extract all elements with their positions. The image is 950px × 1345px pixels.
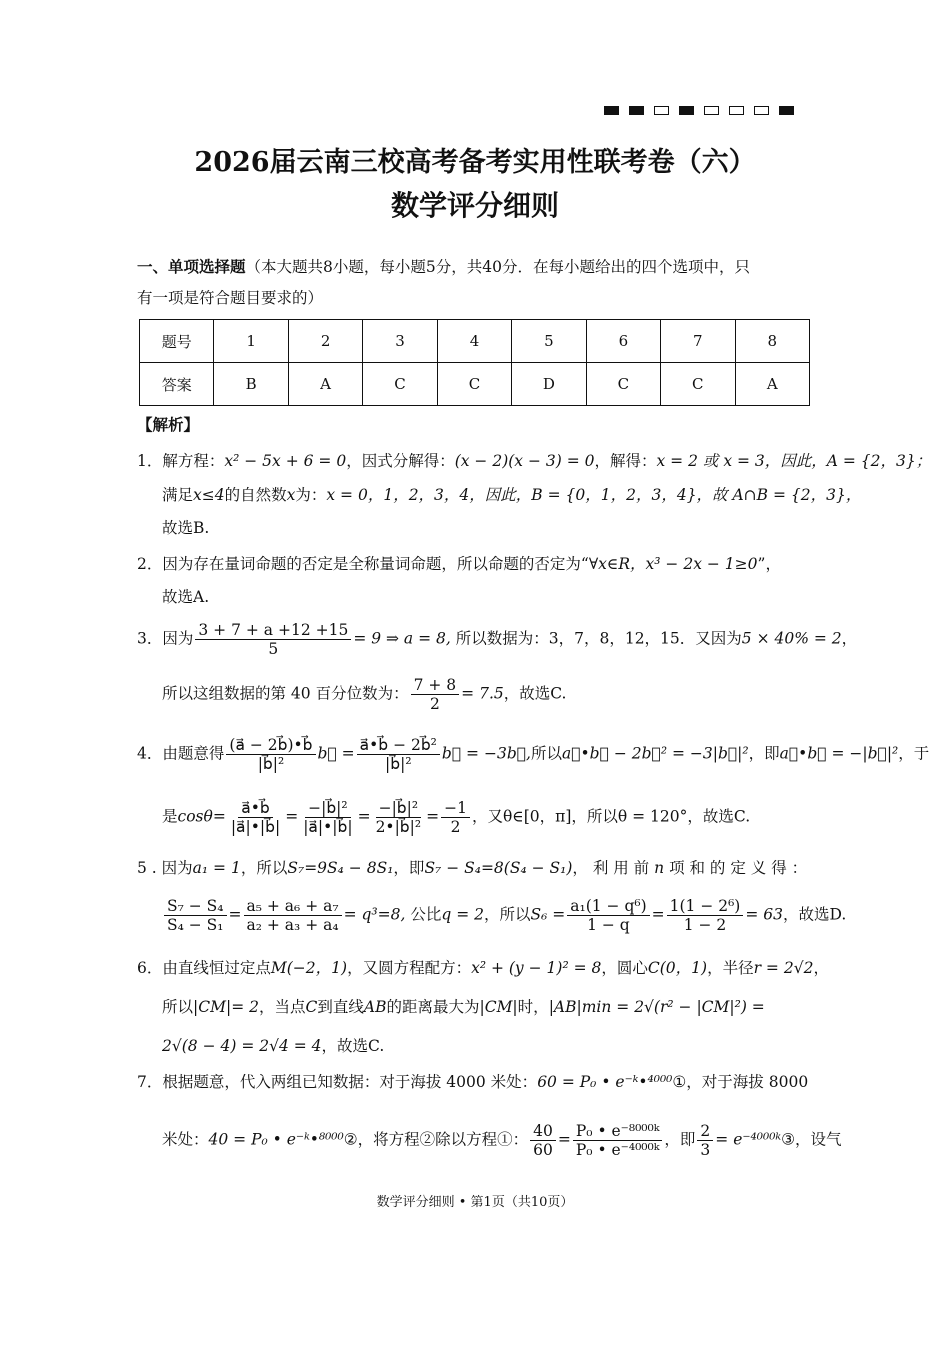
math: a₁ = 1 <box>192 859 241 877</box>
denominator: |a⃗|•|b⃗| <box>303 818 353 836</box>
solution-6-line2 <box>162 997 765 1017</box>
text: ， <box>841 629 858 648</box>
denominator: a₂ + a₃ + a₄ <box>246 916 339 934</box>
fraction <box>300 799 355 836</box>
math: x² + (y − 1)² = 8 <box>471 959 602 977</box>
text: ，又θ∈[0，π]，所以θ = 120°，故选C. <box>471 807 751 826</box>
text: ，于 <box>898 744 930 763</box>
math: C(0，1) <box>647 959 708 977</box>
text: 因为存在量词命题的否定是全称量词命题，所以命题的否定为“ <box>162 555 589 573</box>
numerator: a₁(1 − q⁶) <box>567 897 649 916</box>
math: x≤4 <box>193 486 225 504</box>
numerator: a⃗•b⃗ − 2b⃗² <box>357 736 440 755</box>
math: M(−2，1) <box>270 959 348 977</box>
text: ，圆心 <box>601 959 648 977</box>
text: ，当点 <box>258 998 306 1016</box>
table-row <box>140 363 810 406</box>
text: ，因式分解得： <box>346 452 455 470</box>
table-cell: 7 <box>661 320 735 363</box>
numerator: (a⃗ − 2b⃗)•b⃗ <box>226 736 315 755</box>
solution-6-line1 <box>137 958 829 978</box>
text: 由直线恒过定点 <box>162 959 271 977</box>
numerator: 7 + 8 <box>411 676 460 695</box>
text: 为： <box>295 486 327 504</box>
solution-number: 2． <box>137 555 163 573</box>
marker-square <box>654 106 669 115</box>
denominator: 2•|b⃗|² <box>375 818 422 836</box>
denominator: |a⃗|•|b⃗| <box>230 818 281 836</box>
denominator: |b⃗|² <box>385 755 412 773</box>
document-subtitle: 数学评分细则 <box>390 189 559 222</box>
denominator: P₀ • e⁻⁴⁰⁰⁰ᵏ <box>575 1141 660 1159</box>
marker-square <box>704 106 719 115</box>
math: |CM|= 2 <box>193 998 259 1016</box>
math: a⃗•b⃗ − 2b⃗² = −3|b⃗|² <box>562 744 749 763</box>
table-cell: 1 <box>214 320 288 363</box>
denominator: 2 <box>450 818 461 836</box>
solution-6-line3 <box>162 1036 384 1056</box>
table-cell: A <box>288 363 362 406</box>
text: 到直线 <box>317 998 364 1016</box>
fraction <box>697 1122 713 1159</box>
text: 因为 <box>162 629 194 648</box>
fraction <box>411 676 460 713</box>
text: ③，设气 <box>781 1130 842 1149</box>
table-cell: 5 <box>512 320 586 363</box>
numerator: −1 <box>441 799 470 818</box>
text: ②，将方程②除以方程①： <box>343 1130 529 1149</box>
math: = e⁻⁴⁰⁰⁰ᵏ <box>715 1130 782 1149</box>
marker-square <box>779 106 794 115</box>
fraction <box>373 799 425 836</box>
numerator: P₀ • e⁻⁸⁰⁰⁰ᵏ <box>573 1122 663 1141</box>
section-heading: 一、单项选择题 <box>137 257 246 276</box>
table-cell: 3 <box>363 320 437 363</box>
math: 2√(8 − 4) = 2√4 = 4 <box>162 1037 322 1055</box>
denominator: 5 <box>268 640 279 658</box>
math: = 9 ⇒ a = 8, <box>353 629 451 648</box>
numerator: a⃗•b⃗ <box>238 799 272 818</box>
table-cell: C <box>661 363 735 406</box>
solution-2-line2: 故选A. <box>162 588 210 606</box>
section-description: （本大题共8小题，每小题5分，共40分．在每小题给出的四个选项中，只 <box>245 258 750 276</box>
numerator: S₇ − S₄ <box>164 897 227 916</box>
page-marker-strip <box>604 106 794 115</box>
text: ，故选C. <box>503 684 567 703</box>
text: 因为 <box>161 859 193 877</box>
solution-1-line3: 故选B. <box>162 519 210 537</box>
text: 由题意得 <box>162 744 225 763</box>
text: 的距离最大为 <box>386 998 480 1016</box>
solution-4-line2: 是cosθ= $\frac{a⃗•b⃗}{|a⃗|•|b⃗|}$ = $\frac{\text{−|b⃗|²}}{|a⃗|•|b⃗|}$ = $\frac{\text{−|b⃗|²}}{\text{2•|b⃗|²}}$ = $\frac{-1}{2}$ ，又θ∈[0，π]，所以θ = 120°，故选C. <box>162 799 751 836</box>
row-header: 题号 <box>140 320 214 363</box>
fraction <box>567 897 649 934</box>
solution-7-line1 <box>137 1072 808 1092</box>
text: ，即 <box>664 1130 696 1149</box>
text: ，半径 <box>707 959 754 977</box>
math: C <box>305 998 318 1016</box>
solution-number: 3． <box>137 629 163 648</box>
table-cell: C <box>437 363 511 406</box>
text: ，故选C. <box>321 1037 385 1055</box>
text: 所以 <box>530 744 562 763</box>
solution-7-line2 <box>162 1122 841 1159</box>
page-footer: 数学评分细则 • 第1页（共10页） <box>376 1195 574 1210</box>
math: = 7.5 <box>461 684 504 703</box>
math: x² − 5x + 6 = 0 <box>224 452 347 470</box>
text: ，故选D. <box>783 905 847 924</box>
text: 时， <box>517 998 549 1016</box>
math: x <box>286 486 296 504</box>
text: ，所以 <box>240 859 288 877</box>
math: = 63 <box>745 905 783 924</box>
fraction <box>164 897 227 934</box>
text: 满足 <box>162 486 194 504</box>
math: = q³=8, <box>343 905 406 924</box>
table-cell: B <box>214 363 288 406</box>
text: ，解得： <box>594 452 657 470</box>
text: 根据题意，代入两组已知数据：对于海拔 4000 米处： <box>162 1073 538 1091</box>
solution-4-line1 <box>137 736 929 773</box>
text: 所以这组数据的第 40 百分位数为： <box>162 684 409 703</box>
math: a⃗•b⃗ = −|b⃗|² <box>779 744 899 763</box>
text: 解方程： <box>162 452 225 470</box>
solution-3-line2 <box>162 676 566 713</box>
math: AB <box>363 998 387 1016</box>
text: ，即 <box>748 744 780 763</box>
text: ， 利 用 前 <box>572 859 650 877</box>
text: ，又圆方程配方： <box>347 959 472 977</box>
numerator: 1(1 − 2⁶) <box>667 897 744 916</box>
math: r = 2√2 <box>753 959 814 977</box>
math: 40 = P₀ • e⁻ᵏ•⁸⁰⁰⁰ <box>208 1130 344 1149</box>
text: 是 <box>162 807 178 826</box>
math: S₇=9S₄ − 8S₁ <box>287 859 394 877</box>
table-cell: 8 <box>735 320 810 363</box>
text: 公比 <box>410 905 442 924</box>
denominator: S₄ − S₁ <box>167 916 224 934</box>
section-description-line2: 有一项是符合题目要求的） <box>137 289 324 307</box>
numerator: 3 + 7 + a +12 +15 <box>195 621 351 640</box>
table-cell: 4 <box>437 320 511 363</box>
text: ”， <box>757 555 781 573</box>
solution-1-line2 <box>162 485 861 505</box>
document-title: 2026届云南三校高考备考实用性联考卷（六） <box>194 147 756 178</box>
solution-number: 6． <box>137 959 163 977</box>
numerator: −|b⃗|² <box>305 799 350 818</box>
text: 项 和 的 定 义 得 ： <box>669 859 808 877</box>
math: 5 × 40% = 2 <box>741 629 842 648</box>
fraction <box>195 621 351 658</box>
marker-square <box>729 106 744 115</box>
text: 所以 <box>162 998 194 1016</box>
math: B = {0，1，2，3，4}，故 A∩B = {2，3}， <box>531 486 862 504</box>
math: (x − 2)(x − 3) = 0 <box>454 452 595 470</box>
fraction <box>226 736 315 773</box>
answer-table <box>139 319 810 406</box>
math: ∀x∈R，x³ − 2x − 1≥0 <box>588 555 758 573</box>
fraction <box>228 799 283 836</box>
denominator: 1 − 2 <box>683 916 727 934</box>
math: S₆ = <box>530 905 566 924</box>
fraction <box>244 897 342 934</box>
denominator: 1 − q <box>587 916 630 934</box>
solution-number: 5 . <box>137 859 157 877</box>
marker-square <box>754 106 769 115</box>
text: 的自然数 <box>224 486 287 504</box>
table-cell: 2 <box>288 320 362 363</box>
table-cell: C <box>586 363 660 406</box>
solution-number: 1． <box>137 452 163 470</box>
table-cell: C <box>363 363 437 406</box>
math: |AB|min = 2√(r² − |CM|²) = <box>548 998 765 1016</box>
denominator: |b⃗|² <box>257 755 285 773</box>
fraction <box>530 1122 556 1159</box>
solution-5-line1 <box>137 858 807 878</box>
fraction <box>357 736 440 773</box>
fraction <box>667 897 744 934</box>
section-heading-line <box>137 257 750 277</box>
numerator: a₅ + a₆ + a₇ <box>244 897 342 916</box>
math: b⃗ = −3b⃗, <box>441 744 531 763</box>
text: = <box>557 1130 571 1149</box>
numerator: −|b⃗|² <box>376 799 421 818</box>
math: 60 = P₀ • e⁻ᵏ•⁴⁰⁰⁰ <box>537 1073 673 1091</box>
table-row <box>140 320 810 363</box>
marker-square <box>629 106 644 115</box>
solution-number: 7． <box>137 1073 163 1091</box>
text: 所以数据为：3，7，8，12，15．又因为 <box>455 629 742 648</box>
numerator: 2 <box>697 1122 713 1141</box>
analysis-heading: 【解析】 <box>137 415 200 434</box>
math: x = 2 或 x = 3，因此，A = {2，3}； <box>656 452 932 470</box>
solution-3-line1 <box>137 621 857 658</box>
table-cell: A <box>735 363 810 406</box>
solution-number: 4． <box>137 744 163 763</box>
math: |CM| <box>479 998 518 1016</box>
text: ，所以 <box>483 905 531 924</box>
solution-2-line1 <box>137 554 781 574</box>
text: ，即 <box>393 859 425 877</box>
math: b⃗ = <box>317 744 355 763</box>
marker-square <box>604 106 619 115</box>
text: ， <box>813 959 829 977</box>
fraction <box>441 799 470 836</box>
solution-1-line1 <box>137 451 931 471</box>
math: x = 0，1，2，3，4，因此， <box>326 486 532 504</box>
denominator: 60 <box>533 1141 553 1159</box>
table-cell: D <box>512 363 586 406</box>
table-cell: 6 <box>586 320 660 363</box>
numerator: 40 <box>530 1122 556 1141</box>
marker-square <box>679 106 694 115</box>
denominator: 2 <box>429 695 440 713</box>
fraction <box>573 1122 663 1159</box>
solution-5-line2: $\frac{\text{S₇ − S₄}}{\text{S₄ − S₁}}$ = $\frac{\text{a₅ + a₆ + a₇}}{\text{a₂ + a₃ + a₄}}$ = q³=8, 公比q = 2，所以S₆ = $\frac{\text{a₁(1 − q⁶)}}{1 - q}$ = $\frac{\text{1(1 − 2⁶)}}{1 - 2}$ = 63，故选D. <box>162 897 846 934</box>
denominator: 3 <box>700 1141 711 1159</box>
math: cosθ= <box>177 807 226 826</box>
math: q = 2 <box>441 905 484 924</box>
text: 米处： <box>162 1130 209 1149</box>
text: ①，对于海拔 8000 <box>672 1073 809 1091</box>
math: S₇ − S₄=8(S₄ − S₁) <box>424 859 573 877</box>
row-header: 答案 <box>140 363 214 406</box>
math: n <box>654 859 665 877</box>
